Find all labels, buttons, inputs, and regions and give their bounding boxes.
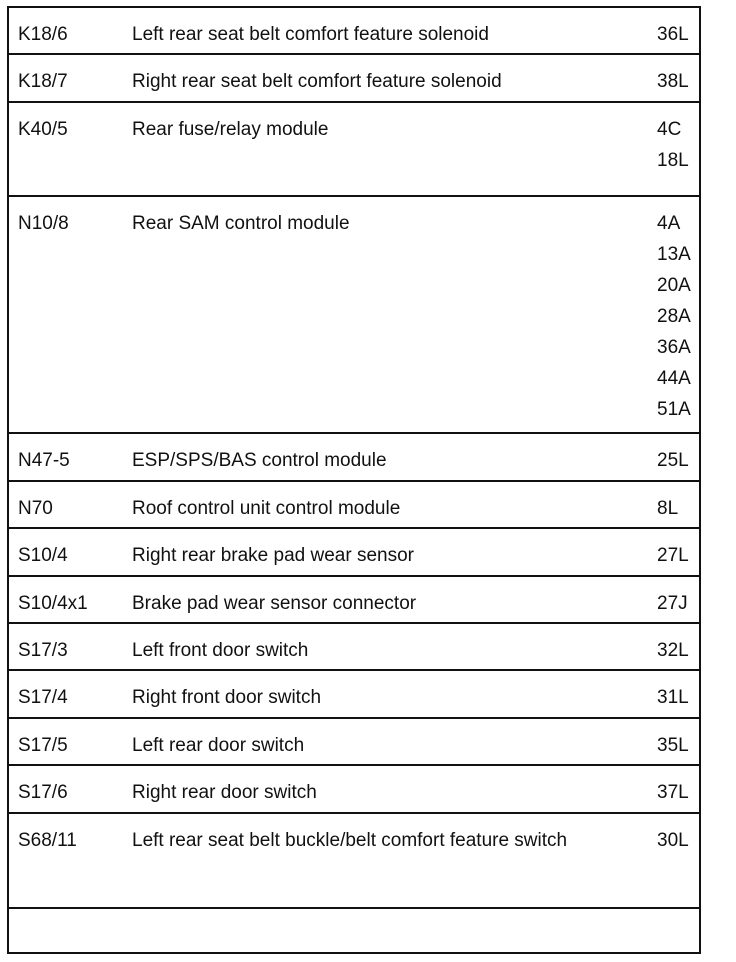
grid-references xyxy=(657,208,691,425)
table-row xyxy=(9,624,699,671)
grid-reference: 36A xyxy=(657,337,691,358)
table-row xyxy=(9,577,699,624)
table-row xyxy=(9,814,699,909)
grid-reference: 28A xyxy=(657,306,691,327)
grid-references xyxy=(657,445,689,476)
grid-references xyxy=(657,114,689,176)
empty-table-row xyxy=(9,909,699,954)
component-code: N47-5 xyxy=(18,450,70,471)
grid-reference: 4A xyxy=(657,213,681,234)
grid-references xyxy=(657,19,689,50)
table-row xyxy=(9,8,699,55)
grid-references xyxy=(657,825,689,856)
component-description: Roof control unit control module xyxy=(132,498,401,519)
grid-references xyxy=(657,730,689,761)
component-description: Right front door switch xyxy=(132,687,322,708)
table-row xyxy=(9,671,699,719)
table-row xyxy=(9,482,699,529)
grid-references xyxy=(657,540,689,571)
grid-reference: 51A xyxy=(657,399,691,420)
component-description: Left rear seat belt buckle/belt comfort feature switch xyxy=(132,830,568,851)
component-description: Left front door switch xyxy=(132,640,309,661)
component-code: K18/7 xyxy=(18,71,68,92)
component-description: ESP/SPS/BAS control module xyxy=(132,450,387,471)
table-row xyxy=(9,719,699,766)
grid-references xyxy=(657,588,688,619)
grid-reference: 25L xyxy=(657,450,689,471)
grid-reference: 32L xyxy=(657,640,689,661)
grid-reference: 8L xyxy=(657,498,679,519)
grid-reference: 20A xyxy=(657,275,691,296)
component-code: S10/4x1 xyxy=(18,593,88,614)
table-row xyxy=(9,103,699,197)
grid-reference: 44A xyxy=(657,368,691,389)
table-row xyxy=(9,55,699,103)
component-description: Left rear seat belt comfort feature solenoid xyxy=(132,24,489,45)
grid-references xyxy=(657,777,689,808)
table-row xyxy=(9,434,699,482)
component-code: S17/6 xyxy=(18,782,68,803)
component-description: Rear fuse/relay module xyxy=(132,119,329,140)
grid-reference: 31L xyxy=(657,687,689,708)
component-description: Right rear brake pad wear sensor xyxy=(132,545,414,566)
grid-reference: 13A xyxy=(657,244,691,265)
grid-reference: 35L xyxy=(657,735,689,756)
grid-references xyxy=(657,493,678,524)
table-row xyxy=(9,197,699,434)
component-description: Right rear door switch xyxy=(132,782,317,803)
grid-reference: 27J xyxy=(657,593,688,614)
component-code: S17/3 xyxy=(18,640,68,661)
grid-references xyxy=(657,66,689,97)
grid-references xyxy=(657,682,689,713)
component-description: Rear SAM control module xyxy=(132,213,350,234)
table-row xyxy=(9,766,699,814)
component-description: Brake pad wear sensor connector xyxy=(132,593,417,614)
grid-reference: 27L xyxy=(657,545,689,566)
table-row xyxy=(9,529,699,577)
component-code: S10/4 xyxy=(18,545,68,566)
component-code: K18/6 xyxy=(18,24,68,45)
component-code: N70 xyxy=(18,498,53,519)
component-code: N10/8 xyxy=(18,213,69,234)
component-code: S68/11 xyxy=(18,830,77,851)
grid-reference: 18L xyxy=(657,150,689,171)
grid-references xyxy=(657,635,689,666)
component-table xyxy=(7,6,701,954)
component-description: Left rear door switch xyxy=(132,735,305,756)
grid-reference: 37L xyxy=(657,782,689,803)
grid-reference: 4C xyxy=(657,119,682,140)
component-code: K40/5 xyxy=(18,119,68,140)
component-description: Right rear seat belt comfort feature solenoid xyxy=(132,71,502,92)
grid-reference: 38L xyxy=(657,71,689,92)
grid-reference: 30L xyxy=(657,830,689,851)
grid-reference: 36L xyxy=(657,24,689,45)
component-code: S17/4 xyxy=(18,687,68,708)
component-code: S17/5 xyxy=(18,735,68,756)
